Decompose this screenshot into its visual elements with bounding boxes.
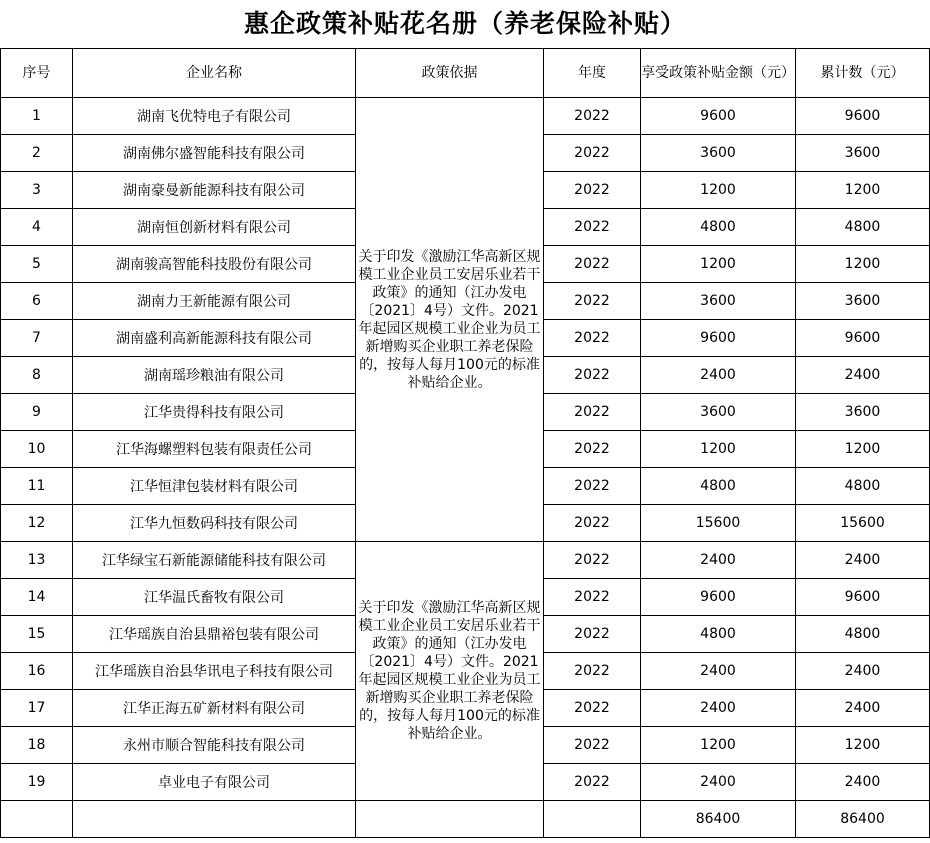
row-amount: 3600 — [641, 135, 796, 172]
row-year: 2022 — [544, 209, 641, 246]
header-total: 累计数（元） — [796, 49, 930, 98]
row-amount: 1200 — [641, 431, 796, 468]
row-amount: 2400 — [641, 357, 796, 394]
row-no: 7 — [1, 320, 73, 357]
row-company: 江华九恒数码科技有限公司 — [73, 505, 356, 542]
header-row — [1, 49, 930, 98]
row-amount: 4800 — [641, 209, 796, 246]
row-amount: 9600 — [641, 98, 796, 135]
row-year: 2022 — [544, 357, 641, 394]
row-amount: 2400 — [641, 764, 796, 801]
header-no: 序号 — [1, 49, 73, 98]
row-total: 2400 — [796, 690, 930, 727]
row-year: 2022 — [544, 579, 641, 616]
row-no: 13 — [1, 542, 73, 579]
row-company: 江华瑶族自治县鼎裕包装有限公司 — [73, 616, 356, 653]
header-company: 企业名称 — [73, 49, 356, 98]
row-no: 10 — [1, 431, 73, 468]
row-amount: 9600 — [641, 579, 796, 616]
row-no: 5 — [1, 246, 73, 283]
row-total: 3600 — [796, 135, 930, 172]
row-total: 9600 — [796, 579, 930, 616]
row-year: 2022 — [544, 542, 641, 579]
row-amount: 2400 — [641, 690, 796, 727]
page-title: 惠企政策补贴花名册（养老保险补贴） — [0, 0, 930, 49]
row-no: 4 — [1, 209, 73, 246]
policy-basis: 关于印发《激励江华高新区规模工业企业员工安居乐业若干政策》的通知（江办发电〔2021〕4号）文件。2021年起园区规模工业企业为员工新增购买企业职工养老保险的，按每人每月100元的标准补贴给企业。 — [356, 98, 544, 542]
header-policy: 政策依据 — [356, 49, 544, 98]
row-no: 16 — [1, 653, 73, 690]
row-amount: 2400 — [641, 542, 796, 579]
row-company: 江华瑶族自治县华讯电子科技有限公司 — [73, 653, 356, 690]
row-amount: 3600 — [641, 394, 796, 431]
row-company: 江华海螺塑料包装有限责任公司 — [73, 431, 356, 468]
row-no: 1 — [1, 98, 73, 135]
row-no: 15 — [1, 616, 73, 653]
row-company: 江华正海五矿新材料有限公司 — [73, 690, 356, 727]
row-total: 2400 — [796, 542, 930, 579]
row-total: 4800 — [796, 616, 930, 653]
row-total: 4800 — [796, 468, 930, 505]
row-total: 4800 — [796, 209, 930, 246]
row-company: 卓业电子有限公司 — [73, 764, 356, 801]
totals-row — [1, 801, 930, 838]
row-year: 2022 — [544, 320, 641, 357]
empty-cell — [356, 801, 544, 838]
header-year: 年度 — [544, 49, 641, 98]
row-year: 2022 — [544, 653, 641, 690]
row-company: 江华温氏畜牧有限公司 — [73, 579, 356, 616]
row-year: 2022 — [544, 616, 641, 653]
row-total: 1200 — [796, 172, 930, 209]
header-amount: 享受政策补贴金额（元） — [641, 49, 796, 98]
row-total: 3600 — [796, 283, 930, 320]
row-year: 2022 — [544, 394, 641, 431]
row-amount: 3600 — [641, 283, 796, 320]
row-year: 2022 — [544, 135, 641, 172]
row-total: 9600 — [796, 320, 930, 357]
row-company: 江华恒津包装材料有限公司 — [73, 468, 356, 505]
row-no: 19 — [1, 764, 73, 801]
row-year: 2022 — [544, 98, 641, 135]
row-amount: 2400 — [641, 653, 796, 690]
row-total: 1200 — [796, 727, 930, 764]
row-no: 12 — [1, 505, 73, 542]
row-year: 2022 — [544, 690, 641, 727]
row-no: 11 — [1, 468, 73, 505]
row-company: 湖南飞优特电子有限公司 — [73, 98, 356, 135]
row-amount: 1200 — [641, 172, 796, 209]
row-company: 湖南盛利高新能源科技有限公司 — [73, 320, 356, 357]
empty-cell — [1, 801, 73, 838]
row-company: 江华贵得科技有限公司 — [73, 394, 356, 431]
row-year: 2022 — [544, 246, 641, 283]
row-amount: 15600 — [641, 505, 796, 542]
row-year: 2022 — [544, 283, 641, 320]
row-no: 9 — [1, 394, 73, 431]
row-no: 18 — [1, 727, 73, 764]
row-year: 2022 — [544, 764, 641, 801]
row-no: 6 — [1, 283, 73, 320]
row-company: 湖南佛尔盛智能科技有限公司 — [73, 135, 356, 172]
row-total: 15600 — [796, 505, 930, 542]
row-company: 湖南骏高智能科技股份有限公司 — [73, 246, 356, 283]
row-no: 2 — [1, 135, 73, 172]
policy-basis: 关于印发《激励江华高新区规模工业企业员工安居乐业若干政策》的通知（江办发电〔2021〕4号）文件。2021年起园区规模工业企业为员工新增购买企业职工养老保险的，按每人每月100元的标准补贴给企业。 — [356, 542, 544, 801]
row-company: 江华绿宝石新能源储能科技有限公司 — [73, 542, 356, 579]
row-amount: 9600 — [641, 320, 796, 357]
row-total: 2400 — [796, 764, 930, 801]
row-amount: 4800 — [641, 616, 796, 653]
table-row — [1, 542, 930, 579]
row-total: 1200 — [796, 246, 930, 283]
row-total: 1200 — [796, 431, 930, 468]
total-amount: 86400 — [641, 801, 796, 838]
row-year: 2022 — [544, 727, 641, 764]
row-no: 3 — [1, 172, 73, 209]
empty-cell — [73, 801, 356, 838]
row-year: 2022 — [544, 172, 641, 209]
subsidy-table — [0, 49, 930, 838]
row-total: 2400 — [796, 357, 930, 394]
row-company: 湖南豪曼新能源科技有限公司 — [73, 172, 356, 209]
row-year: 2022 — [544, 468, 641, 505]
row-total: 9600 — [796, 98, 930, 135]
total-cumulative: 86400 — [796, 801, 930, 838]
row-no: 17 — [1, 690, 73, 727]
row-no: 8 — [1, 357, 73, 394]
row-total: 2400 — [796, 653, 930, 690]
row-amount: 1200 — [641, 727, 796, 764]
row-company: 湖南恒创新材料有限公司 — [73, 209, 356, 246]
row-company: 永州市顺合智能科技有限公司 — [73, 727, 356, 764]
row-year: 2022 — [544, 505, 641, 542]
row-company: 湖南力王新能源有限公司 — [73, 283, 356, 320]
table-row — [1, 98, 930, 135]
row-total: 3600 — [796, 394, 930, 431]
row-company: 湖南瑶珍粮油有限公司 — [73, 357, 356, 394]
row-amount: 1200 — [641, 246, 796, 283]
empty-cell — [544, 801, 641, 838]
row-no: 14 — [1, 579, 73, 616]
row-year: 2022 — [544, 431, 641, 468]
row-amount: 4800 — [641, 468, 796, 505]
